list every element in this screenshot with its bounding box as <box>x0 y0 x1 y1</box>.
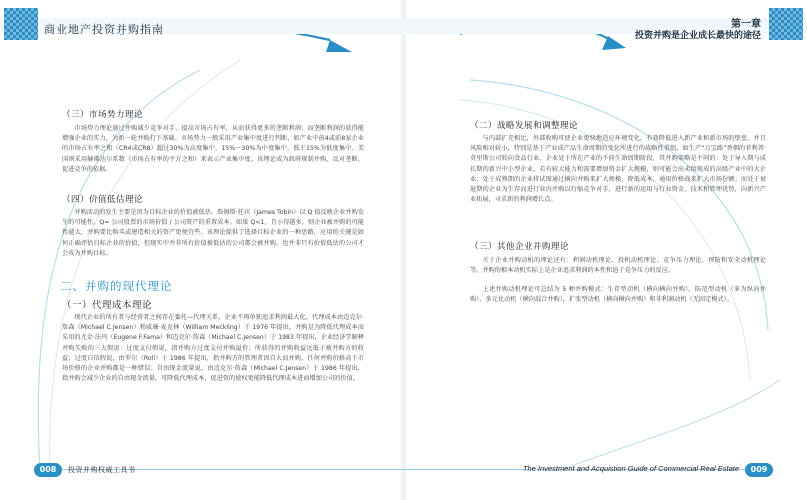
chapter-title: 投资并购是企业成长最快的途径 <box>634 31 761 41</box>
paragraph-market-power <box>62 124 364 175</box>
paragraph-agency-cost <box>62 313 364 384</box>
paragraph-text: 与内部扩充相比，外部收购可使企业更快地适应环境变化，有效降低进入新产业和新市场的壁垒，并且风险相对较小，特别是基于产业成产品生命周期的变化所进行的战略性重组，如生产“万宝路”香烟的菲利普·莫里斯公司转向食品行业。企业处于所在产业的不同生命周期阶段，其并购策略是不同的：处于导入期与成长期的新兴中小型企业，若有较大能力和需要增加资金扩大规模，则可能会出卖给现成的高级产业中的大企业；处于成熟期的企业将试图通过横向并购来扩大规模，降低成本，通用价格战来扩大市场份额；而处于衰退期的企业为生存而进行业内并购以行缩竞争对手，进行新的运用与行业资金、技术和管理优势，向新兴产业拓展，寻求新的利润增长点。 <box>470 135 766 204</box>
paragraph-strategy <box>470 134 766 205</box>
footer-english-title: The Investment and Acquistion Guide of Commercial Real Estate <box>522 464 739 473</box>
logo-square-left-icon <box>4 8 38 40</box>
section-heading-undervaluation: （四）价值低估理论 <box>62 195 144 205</box>
paragraph-undervaluation <box>62 208 364 259</box>
page-number-right: 009 <box>745 463 773 477</box>
right-page-bottom-arc <box>560 380 780 470</box>
section-heading-strategy: （二）战略发展和调整理论 <box>470 121 579 131</box>
paragraph-other-theories-1 <box>470 256 766 276</box>
curved-arrow-left-icon <box>326 40 352 52</box>
section-heading-other-theories: （三）其他企业并购理论 <box>470 242 570 252</box>
chapter-number: 第一章 <box>731 19 761 30</box>
subsection-heading-agency-cost: （一）代理成本理论 <box>62 300 153 311</box>
running-title: 商业地产投资并购指南 <box>44 23 164 36</box>
paragraph-text: 并购活动的发生主要是因为目标企业的价值被低估。詹姆斯·托宾（James Tobin）以 Q 值反映企业并购发生的可能性，Q= 公司股票的市场价值 / 公司资产的重置成本。如果 Q<1，且小得越多，则企业被并购的可能性越大，并购要比购买或建造相关的资产更便宜些。该理论提供了选择目标企业的一种思路，应用的关键是如何正确评估目标企业的价值，但现实中并非所有价值被低估的公司都会被并购，也并非只有价值低估的公司才会成为并购目标。 <box>62 209 364 257</box>
paragraph-text: 市场势力理论通过并购减少竞争对手，提高市场占有率，从而获得更多的垄断利润；而垄断利润的获得能增强企业的实力，为新一轮并购打下基础。市场势力一般采用产业集中度进行判断，如产业中前4或前8家企业的市场占有率之和（CR4或CR8）超过30%为高度集中，15%～30%为中度集中，低于15%为低度集中。美国则采用赫佛达尔系数（市场占有率的平方之和）来表示产业集中度。该理论成为政府规制并购、反对垄断、促进竞争的依据。 <box>62 125 364 173</box>
gutter-shadow <box>401 0 406 500</box>
page-number-left: 008 <box>34 463 62 477</box>
chapter-header <box>635 19 761 42</box>
paragraph-text: 现代企业的所有者与经营者之间存在委托—代理关系，企业不再单独追求利润最大化。代理成本由迈克尔·詹森（Michael C.Jensen）和威廉·麦克林（William Meckling）于 1976 年提出，并购是为降低代理成本而采用的尤金·法玛（Eugene F.Fama）和迈克尔·詹森（Michael C.Jensen）于 1983 年提出，企业经济学解释并购失败的三大假说：过度支付假说，指并购方过度支付并购溢价；所获得的并购收益远低于被并购方的收益；过度自信假说，由罗尔（Roll）于 1986 年提出，指并购方的管理者因自大而并购，任何并购价格高于市场价格的企业并购都是一种错误；自由现金流量说，由迈克尔·詹森（Michael C.Jensen）于 1986 年提出，指并购会减少企业的自由现金流量，可降低代理成本，促进资的使权更能降低代理成本进而增加公司的价值。 <box>62 314 364 383</box>
paragraph-other-theories-2 <box>470 285 766 305</box>
logo-square-right-icon <box>769 8 803 40</box>
chapter-section-title: 二、并购的现代理论 <box>60 279 173 293</box>
paragraph-text: 关于企业并购动机的理论还有：利润动机理论、投机动机理论、竞争压力理论、预防和安全动机理论等。并购的根本动机实际上是企业追求利润的本性和迫于竞争压力的反应。 <box>470 257 766 275</box>
left-page-arc-2 <box>50 60 240 480</box>
footer-book-title: 投资并购权威工具书 <box>68 466 136 474</box>
paragraph-text: 上述并购动机理论可总结为 5 种并购模式：生存型动机（横向横向并购），防范型动机（多为纵向并购），多元化动机（横向混合并购），扩张型动机（横向横向并购）和非利润动机（无固定模式）。 <box>470 286 766 304</box>
section-heading-market-power: （三）市场势力理论 <box>62 110 144 120</box>
